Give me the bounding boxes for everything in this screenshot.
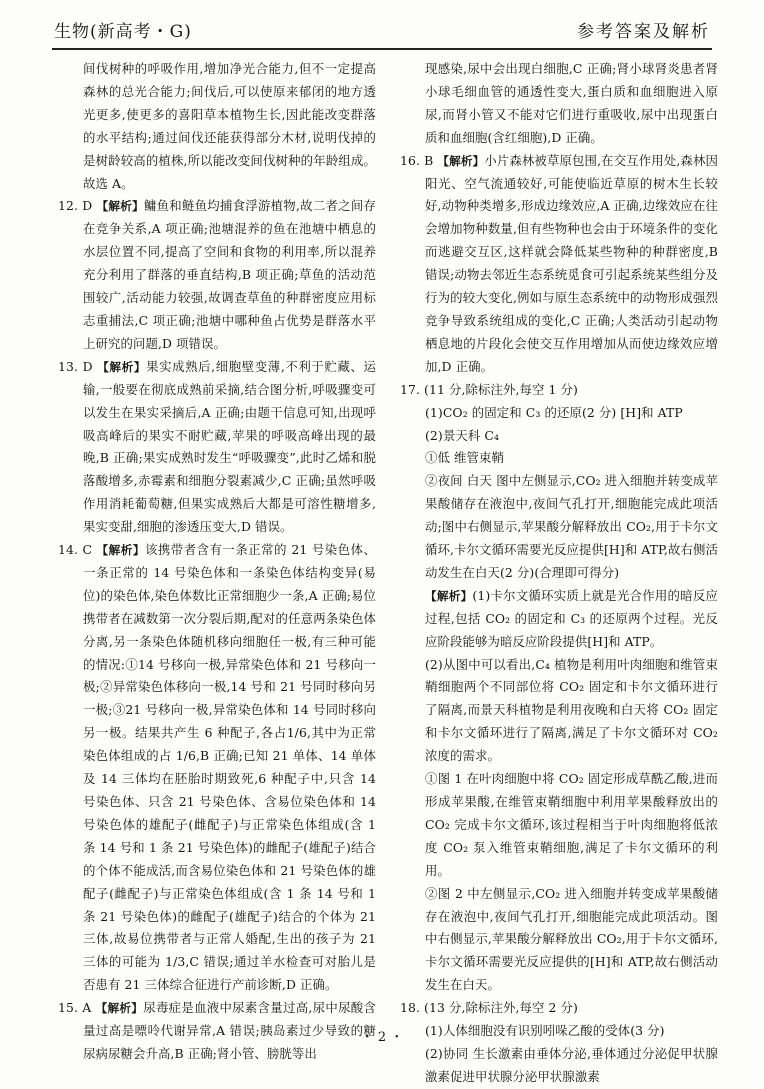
right-column <box>400 58 718 1089</box>
text-run: (2)景天科 C₄ <box>425 427 500 443</box>
analysis-tag: 【解析】 <box>96 543 145 558</box>
text-run: 12. D <box>58 198 97 214</box>
paragraph <box>400 654 718 769</box>
paragraph <box>400 447 718 470</box>
text-run: ①低 维管束鞘 <box>425 450 504 466</box>
text-run: ②夜间 白天 图中左侧显示,CO₂ 进入细胞并转变成苹果酸储存在液泡中,夜间气孔打开,细胞能完成此项活动;图中右侧显示,苹果酸分解释放出 CO₂,用于卡尔文循环,卡尔文循环需要光反应提供[H]和 ATP,故右侧活动发生在白天(2 分)(合理即可得分) <box>425 473 718 580</box>
paragraph <box>400 883 718 998</box>
subject-title: 生物(新高考・G) <box>54 22 192 42</box>
analysis-tag: 【解析】 <box>97 359 147 374</box>
text-run: (1)卡尔文循环实质上就是光合作用的暗反应过程,包括 CO₂ 的固定和 C₃ 的还原两个过程。光反应阶段能够为暗反应阶段提供[H]和 ATP。 <box>425 587 718 649</box>
page-header <box>52 14 712 50</box>
text-run: 18. (13 分,除标注外,每空 2 分) <box>400 1000 578 1016</box>
paragraph <box>58 195 376 355</box>
paragraph <box>58 58 376 195</box>
text-run: 14. C <box>58 542 97 558</box>
analysis-tag: 【解析】 <box>95 1001 144 1016</box>
text-run: 间伐树种的呼吸作用,增加净光合能力,但不一定提高森林的总光合能力;间伐后,可以使原来郁闭的地方透光更多,使更多的喜阳草本植物生长,因此能改变群落的水平结构;通过间伐还能获得部分木材,说明伐掉的是树龄较高的植株,所以能改变间伐树种的年龄组成。故选 A。 <box>83 61 376 191</box>
text-run: ①图 1 在叶肉细胞中将 CO₂ 固定形成草酰乙酸,进而形成苹果酸,在维管束鞘细胞中利用苹果酸释放出的 CO₂ 完成卡尔文循环,该过程相当于叶肉细胞将低浓度 CO₂ 泵入维管束鞘细胞,满足了卡尔文循环的利用。 <box>425 771 718 878</box>
paragraph <box>58 356 376 539</box>
paragraph <box>400 150 718 379</box>
text-run: 15. A <box>58 1000 96 1016</box>
text-run: (2)协同 生长激素由垂体分泌,垂体通过分泌促甲状腺激素促进甲状腺分泌甲状腺激素 <box>425 1045 718 1084</box>
analysis-tag: 【解析】 <box>425 588 473 603</box>
paragraph <box>58 539 376 997</box>
left-column <box>58 58 376 1066</box>
page-number: ・ 2 ・ <box>360 1030 404 1045</box>
text-run: (1)人体细胞没有识别吲哚乙酸的受体(3 分) <box>425 1023 665 1039</box>
paragraph <box>400 379 718 402</box>
text-run: (2)从图中可以看出,C₄ 植物是利用叶肉细胞和维管束鞘细胞两个不同部位将 CO₂ 固定和卡尔文循环进行了隔离,而景天科植物是利用夜晚和白天将 CO₂ 固定和卡尔文循环进行了隔离,满足了卡尔文循环对 CO₂ 浓度的需求。 <box>425 656 718 764</box>
text-run: (1)CO₂ 的固定和 C₃ 的还原(2 分) [H]和 ATP <box>425 404 683 420</box>
text-run: 17. (11 分,除标注外,每空 1 分) <box>400 381 578 397</box>
paragraph <box>400 1043 718 1089</box>
text-run: 鳙鱼和鲢鱼均捕食浮游植物,故二者之间存在竞争关系,A 项正确;池塘混养的鱼在池塘中栖息的水层位置不同,提高了空间和食物的利用率,所以混养充分利用了群落的垂直结构,B 项正确;草鱼的活动范围较广,活动能力较强,故调查草鱼的种群密度应用标志重捕法,C 项正确;池塘中哪种鱼占优势是群落水平上研究的问题,D 项错误。 <box>83 198 376 351</box>
text-run: 小片森林被草原包围,在交互作用处,森林因阳光、空气流通较好,可能使临近草原的树木生长较好,动物种类增多,形成边缘效应,A 正确,边缘效应在往会增加物种数量,但有些物种也会由于环境条件的变化而逃避交互区,这样就会降低某些物种的种群密度,B 错误;动物去邻近生态系统觅食可引起系统某些组分及行为的较大变化,例如与原生态系统中的动物形成强烈竞争导致系统组成的变化,C 正确;人类活动引起动物栖息地的片段化会使交互作用增加从而使边缘效应增加,D 正确。 <box>425 152 718 374</box>
text-run: 该携带者含有一条正常的 21 号染色体、一条正常的 14 号染色体和一条染色体结构变异(易位)的染色体,染色体数比正常细胞少一条,A 正确;易位携带者在减数第一次分裂后期,配对的任意两条染色体分离,另一条染色体随机移向细胞任一极,有三种可能的情况:①14 号移向一极,异常染色体和 21 号移向一极;②异常染色体移向一极,14 号和 21 号同时移向另一极;③21 号移向一极,异常染色体和 14 号同时移向另一极。结果共产生 6 种配子,各占1/6,其中为正常染色体组成的占 1/6,B 正确;已知 21 单体、14 单体及 14 三体均在胚胎时期致死,6 种配子中,只含 14 号染色体、只含 21 号染色体、含易位染色体和 14 号染色体的雄配子(雌配子)与正常染色体组成(含 1 条 14 号和 1 条 21 号染色体)的雌配子(雄配子)结合的个体不能成活,而含易位染色体和 21 号染色体的雄配子(雌配子)与正常染色体组成(含 1 条 14 号和 1 条 21 号染色体)的雌配子(雄配子)结合的个体为 21 三体,故易位携带者与正常人婚配,生出的孩子为 21 三体的可能为 1/3,C 错误;通过羊水检查可对胎儿是否患有 21 三体综合征进行产前诊断,D 正确。 <box>83 542 376 993</box>
analysis-tag: 【解析】 <box>96 199 144 214</box>
paragraph <box>400 425 718 448</box>
text-run: 16. B <box>400 152 438 168</box>
paragraph <box>400 470 718 585</box>
paragraph <box>400 997 718 1020</box>
text-run: 现感染,尿中会出现白细胞,C 正确;肾小球肾炎患者肾小球毛细血管的通透性变大,蛋白质和血细胞进入原尿,而肾小管又不能对它们进行重吸收,尿中出现蛋白质和血细胞(含红细胞),D 正确。 <box>425 61 718 145</box>
paragraph <box>400 58 718 150</box>
text-run: ②图 2 中左侧显示,CO₂ 进入细胞并转变成苹果酸储存在液泡中,夜间气孔打开,细胞能完成此项活动。图中右侧显示,苹果酸分解释放出 CO₂,用于卡尔文循环,卡尔文循环需要光反应提供的[H]和 ATP,故右侧活动发生在白天。 <box>425 885 718 993</box>
paragraph <box>400 585 718 654</box>
text-run: 13. D <box>58 358 98 374</box>
text-run: 尿毒症是血液中尿素含量过高,尿中尿酸含量过高是嘌呤代谢异常,A 错误;胰岛素过少导致的糖尿病尿糖会升高,B 正确;肾小管、膀胱等出 <box>83 1000 377 1061</box>
paragraph <box>400 768 718 883</box>
section-title: 参考答案及解析 <box>577 22 710 42</box>
paragraph <box>400 402 718 425</box>
text-run: 果实成熟后,细胞壁变薄,不利于贮藏、运输,一般要在彻底成熟前采摘,结合图分析,呼吸骤变可以发生在果实采摘后,A 正确;由题干信息可知,出现呼吸高峰后的果实不耐贮藏,苹果的呼吸高峰出现的最晚,B 正确;果实成熟时发生“呼吸骤变”,此时乙烯和脱落酸增多,赤霉素和细胞分裂素减少,C 正确;虽然呼吸作用消耗葡萄糖,但果实成熟后大都是可溶性糖增多,果实变甜,细胞的渗透压变大,D 错误。 <box>83 358 376 535</box>
analysis-tag: 【解析】 <box>437 153 485 168</box>
